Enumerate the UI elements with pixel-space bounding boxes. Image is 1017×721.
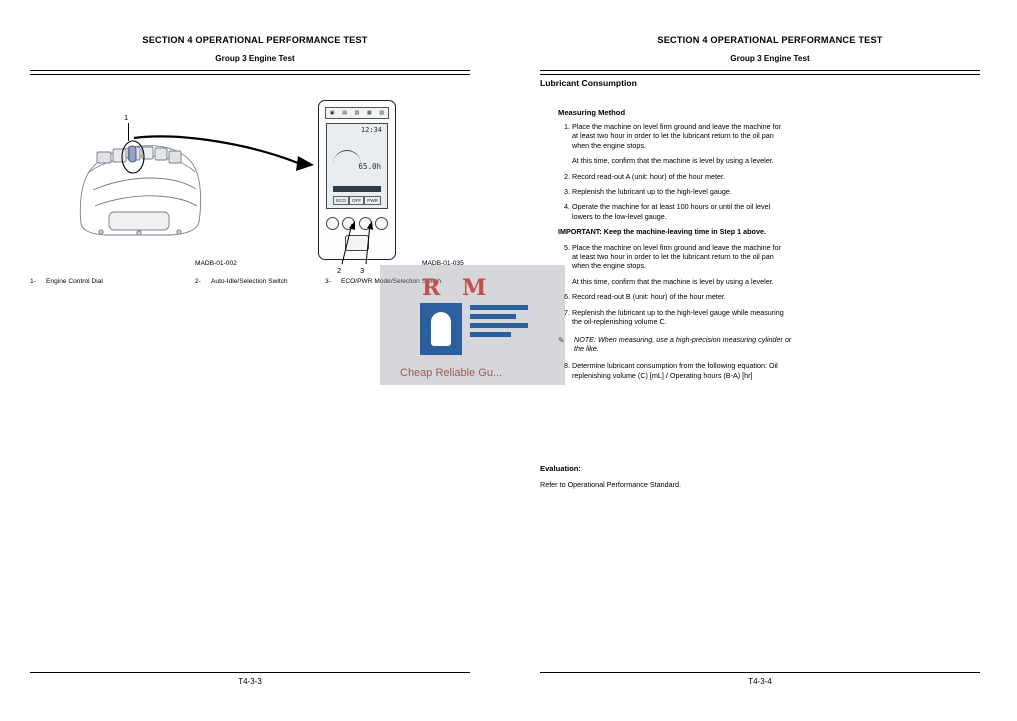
watermark-initials: R M	[422, 275, 494, 301]
watermark-tagline: Cheap Reliable Gu...	[400, 367, 503, 379]
legend-item-3-label: ECO/PWR Mode/Selection Switch	[341, 278, 442, 285]
note-text: NOTE: When measuring, use a high-precision measuring cylinder or the like.	[574, 334, 792, 353]
important-note: IMPORTANT: Keep the machine-leaving time in Step 1 above.	[558, 227, 766, 237]
step-text: Replenish the lubricant up to the high-level gauge.	[572, 187, 732, 197]
step-text: Record read-out A (unit: hour) of the hour meter.	[572, 171, 726, 181]
step-text: Determine lubricant consumption from the following equation: Oil replenishing volume (C) [mL] / Operating hours (B-A) [hr]	[572, 361, 778, 380]
figure-callout-1-leader	[128, 123, 129, 141]
legend-item-2-num: 2-	[195, 278, 201, 285]
switch-icon-1[interactable]: ▣	[329, 110, 335, 116]
figure-code-right: MADB-01-035	[422, 260, 464, 267]
left-page-header-rule-thin	[30, 74, 470, 75]
monitor-lcd	[326, 123, 388, 209]
figure-callout-1: 1	[124, 113, 129, 122]
switch-icon-5[interactable]: ▧	[379, 110, 385, 116]
left-page	[0, 0, 508, 721]
step-item	[558, 308, 788, 327]
monitor-leader-lines	[330, 218, 390, 266]
switch-icon-3[interactable]: ▥	[354, 110, 360, 116]
switch-icon-2[interactable]: ▤	[342, 110, 347, 116]
evaluation-text: Refer to Operational Performance Standard.	[540, 480, 682, 489]
left-page-footer-rule	[30, 672, 470, 673]
step-item	[558, 122, 788, 150]
legend-item-2-label: Auto-Idle/Selection Switch	[211, 278, 288, 285]
evaluation-heading: Evaluation:	[540, 464, 581, 473]
step-number: 5.	[564, 242, 570, 252]
step-text: Operate the machine for at least 100 hours or until the oil level lowers to the low-level gauge.	[572, 202, 771, 221]
lcd-gauge-arc	[333, 150, 361, 165]
step-item	[558, 187, 788, 196]
switch-icon-4[interactable]: ▦	[367, 110, 372, 116]
lcd-hour-meter: 65.0h	[358, 162, 381, 171]
legend-item-2	[195, 278, 288, 285]
step-item	[558, 292, 788, 301]
legend-item-1	[30, 278, 103, 285]
lcd-mode-pwr: PWR	[364, 196, 381, 205]
figure-callout-3: 3	[360, 266, 365, 275]
step-item	[558, 202, 788, 221]
legend-item-1-num: 1-	[30, 278, 36, 285]
step-item	[558, 243, 788, 271]
monitor-switch-row[interactable]	[325, 107, 389, 119]
step-number: 3.	[564, 187, 570, 197]
step-text: Place the machine on level firm ground and leave the machine for at least two hour in order to let the lubricant return to the oil pan when the engine stops.	[572, 122, 781, 150]
step-text: Replenish the lubricant up to the high-level gauge while measuring the oil-replenishing volume C.	[572, 307, 784, 327]
step-number: 2.	[564, 171, 570, 181]
figure-engine-control	[30, 90, 475, 280]
right-page-header-rule-thin	[540, 74, 980, 75]
measuring-method-heading: Measuring Method	[558, 108, 626, 117]
legend-item-3	[325, 278, 441, 285]
left-page-header-title: SECTION 4 OPERATIONAL PERFORMANCE TEST	[142, 35, 368, 45]
lcd-mode-off: OFF	[349, 196, 364, 205]
pencil-icon: ✎	[558, 335, 565, 345]
right-page-header-title: SECTION 4 OPERATIONAL PERFORMANCE TEST	[657, 35, 883, 45]
step-number: 6.	[564, 292, 570, 302]
left-page-header-subtitle: Group 3 Engine Test	[215, 54, 295, 63]
lcd-clock: 12:34	[360, 126, 382, 134]
legend-item-3-num: 3-	[325, 278, 331, 285]
measuring-method-steps	[558, 122, 792, 386]
right-page-header-subtitle: Group 3 Engine Test	[730, 54, 810, 63]
figure-code-left: MADB-01-002	[195, 260, 237, 267]
figure-callout-2: 2	[337, 266, 342, 275]
step-subparagraph-2: At this time, confirm that the machine is level by using a leveler.	[572, 276, 774, 286]
left-page-footer-number: T4-3-3	[238, 677, 262, 686]
section-heading: Lubricant Consumption	[540, 78, 637, 88]
step-number: 8.	[564, 361, 570, 371]
step-item	[558, 361, 788, 380]
step-subparagraph-1: At this time, confirm that the machine is level by using a leveler.	[572, 156, 774, 166]
right-page-footer-number: T4-3-4	[748, 677, 772, 686]
lcd-mode-row	[333, 196, 381, 205]
step-text: Record read-out B (unit: hour) of the hour meter.	[572, 292, 726, 302]
right-page-header-rule-thick	[540, 70, 980, 71]
step-item	[558, 172, 788, 181]
step-number: 4.	[564, 202, 570, 212]
legend-item-1-label: Engine Control Dial	[46, 278, 103, 285]
step-text: Place the machine on level firm ground and leave the machine for at least two hour in order to let the lubricant return to the oil pan when the engine stops.	[572, 242, 781, 271]
left-page-header-rule-thick	[30, 70, 470, 71]
step-number: 7.	[564, 307, 570, 317]
step-number: 1.	[564, 122, 570, 131]
note-block	[558, 335, 792, 354]
figure-arrow	[130, 130, 320, 180]
right-page-footer-rule	[540, 672, 980, 673]
lcd-status-bar	[333, 186, 381, 192]
lcd-mode-eco: ECO	[333, 196, 349, 205]
